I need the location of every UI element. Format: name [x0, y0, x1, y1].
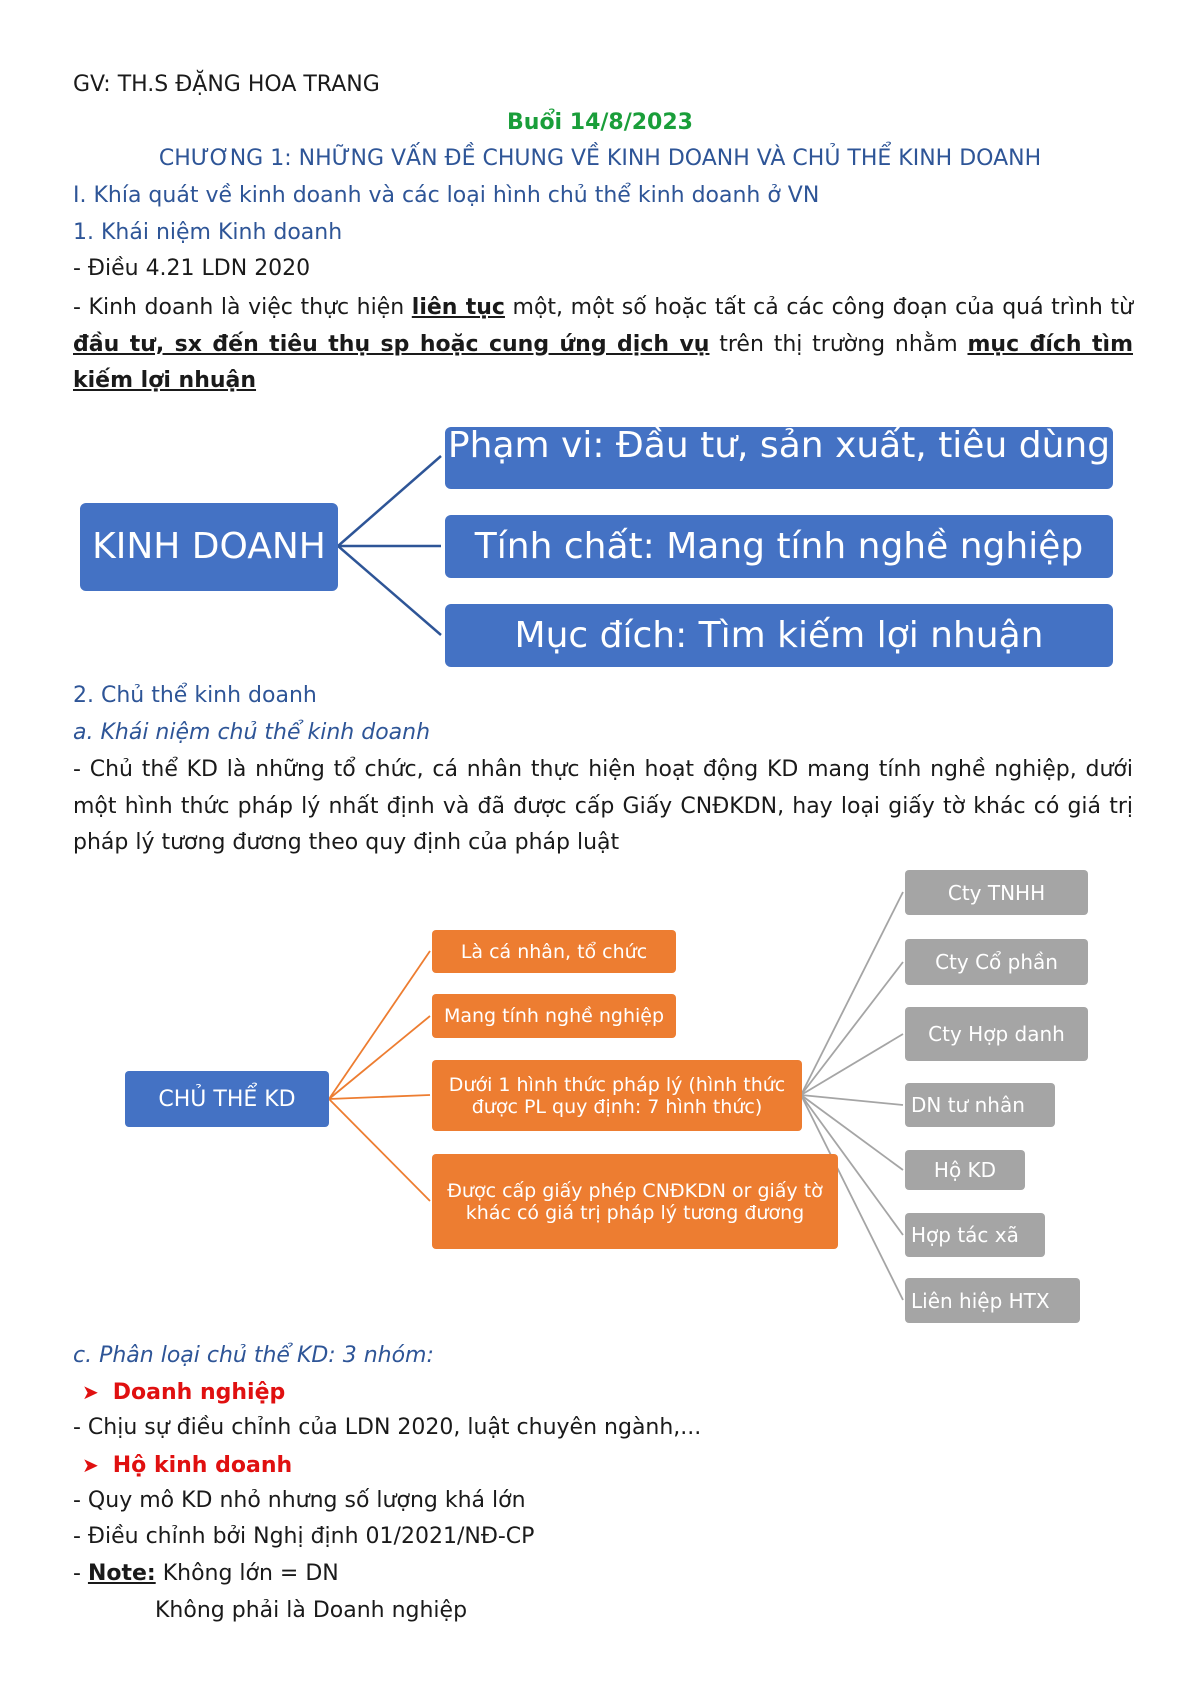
legal-form-box: Cty Cổ phần	[905, 939, 1088, 985]
legal-form-box: Cty Hợp danh	[905, 1007, 1088, 1061]
connector-line	[329, 951, 430, 1099]
connector-line	[801, 1095, 903, 1105]
group-label: Hộ kinh doanh	[112, 1453, 293, 1478]
definition-emphasis: liên tục	[411, 295, 505, 320]
connector-line	[801, 962, 903, 1095]
arrow-bullet-icon: ➤	[82, 1453, 99, 1477]
nature-box: Tính chất: Mang tính nghề nghiệp	[445, 515, 1113, 578]
legal-form-box: Liên hiệp HTX	[905, 1278, 1080, 1323]
group-label: Doanh nghiệp	[112, 1380, 286, 1405]
definition-text: - Kinh doanh là việc thực hiện	[73, 295, 412, 320]
definition-emphasis: mục đích tìm kiếm lợi nhuận	[73, 331, 1133, 393]
teacher-name: GV: TH.S ĐẶNG HOA TRANG	[73, 72, 380, 97]
group2-description: - Điều chỉnh bởi Nghị định 01/2021/NĐ-CP	[73, 1524, 535, 1549]
definition-text: một, một số hoặc tất cả các công đoạn của quá trình từ	[504, 295, 1134, 320]
criterion-box: Mang tính nghề nghiệp	[432, 994, 676, 1038]
chapter-title: CHƯƠNG 1: NHỮNG VẤN ĐỀ CHUNG VỀ KINH DOANH VÀ CHỦ THỂ KINH DOANH	[158, 146, 1042, 171]
group-doanh-nghiep	[82, 1377, 285, 1408]
arrow-bullet-icon: ➤	[82, 1380, 99, 1404]
session-date: Buổi 14/8/2023	[507, 110, 693, 135]
business-definition	[73, 290, 1133, 400]
legal-form-box: DN tư nhân	[905, 1083, 1055, 1127]
chu-the-kd-root: CHỦ THỂ KD	[125, 1071, 329, 1127]
group-ho-kinh-doanh	[82, 1450, 292, 1481]
connector-line	[329, 1095, 430, 1099]
definition-emphasis: đầu tư, sx đến tiêu thụ sp hoặc cung ứng dịch vụ	[73, 331, 710, 357]
connector-line	[801, 892, 903, 1095]
kinh-doanh-root: KINH DOANH	[80, 503, 338, 591]
scope-box: Phạm vi: Đầu tư, sản xuất, tiêu dùng	[445, 427, 1113, 489]
subsection-heading: 1. Khái niệm Kinh doanh	[73, 220, 343, 245]
connector-line	[329, 1099, 430, 1201]
classification-heading: c. Phân loại chủ thể KD: 3 nhóm:	[73, 1343, 434, 1368]
legal-form-box: Cty TNHH	[905, 870, 1088, 915]
criterion-box: Dưới 1 hình thức pháp lý (hình thức được PL quy định: 7 hình thức)	[432, 1060, 802, 1131]
note-line	[73, 1559, 339, 1589]
group2-description: - Quy mô KD nhỏ nhưng số lượng khá lớn	[73, 1488, 526, 1513]
connector-line	[801, 1034, 903, 1095]
section-heading: I. Khía quát về kinh doanh và các loại hình chủ thể kinh doanh ở VN	[73, 183, 820, 208]
note-text: Không lớn = DN	[155, 1561, 339, 1586]
group1-description: - Chịu sự điều chỉnh của LDN 2020, luật chuyên ngành,...	[73, 1415, 702, 1440]
connector-line	[338, 546, 441, 635]
legal-form-box: Hộ KD	[905, 1150, 1025, 1190]
connector-line	[338, 456, 441, 546]
connector-line	[329, 1016, 430, 1099]
definition-text: trên thị trường nhằm	[709, 331, 968, 357]
criterion-box: Được cấp giấy phép CNĐKDN or giấy tờ khác có giá trị pháp lý tương đương	[432, 1154, 838, 1249]
article-reference: - Điều 4.21 LDN 2020	[73, 256, 311, 281]
note-line-2: Không phải là Doanh nghiệp	[155, 1598, 468, 1623]
criterion-box: Là cá nhân, tổ chức	[432, 930, 676, 973]
purpose-box: Mục đích: Tìm kiếm lợi nhuận	[445, 604, 1113, 667]
note-dash: -	[73, 1561, 88, 1586]
note-label: Note:	[87, 1561, 156, 1586]
entity-definition: - Chủ thể KD là những tổ chức, cá nhân thực hiện hoạt động KD mang tính nghề nghiệp, dưới một hình thức pháp lý nhất định và đã được cấp Giấy CNĐKDN, hay loại giấy tờ khác có giá trị pháp lý tương đương theo quy định của pháp luật	[73, 757, 1133, 855]
legal-form-box: Hợp tác xã	[905, 1213, 1045, 1257]
section2-heading: 2. Chủ thể kinh doanh	[73, 683, 317, 708]
subsection-a-heading: a. Khái niệm chủ thể kinh doanh	[73, 720, 431, 745]
